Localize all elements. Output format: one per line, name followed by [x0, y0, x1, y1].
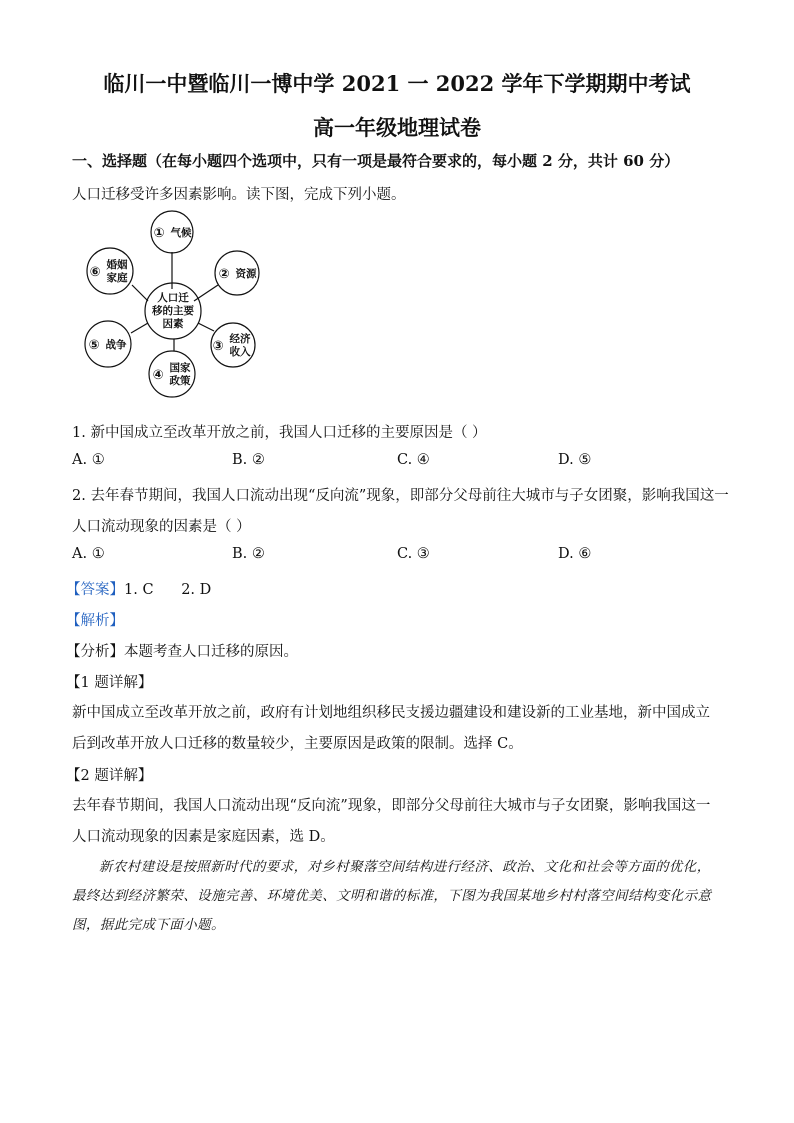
q1-option-a: A. ①: [72, 452, 105, 468]
analysis-summary: 【分析】本题考查人口迁移的原因。: [66, 644, 298, 660]
section-intro: 人口迁移受许多因素影响。读下图，完成下列小题。: [72, 187, 406, 203]
detail-2-text: 去年春节期间，我国人口流动出现“反向流”现象，即部分父母前往大城市与子女团聚，影响我国这一人口流动现象的因素是家庭因素，选 D。: [72, 798, 711, 845]
detail-1-text: 新中国成立至改革开放之前，政府有计划地组织移民支援边疆建设和建设新的工业基地，新中国成立后到改革开放人口迁移的数量较少，主要原因是政策的限制。选择 C。: [72, 705, 710, 752]
q2-option-d: D. ⑥: [558, 546, 592, 562]
connector-line: [132, 285, 148, 301]
migration-factors-diagram: [72, 205, 282, 405]
q2-option-b: B. ②: [232, 546, 265, 562]
answer-label: 【答案】: [66, 582, 124, 598]
next-passage: 新农村建设是按照新时代的要求，对乡村聚落空间结构进行经济、政治、文化和社会等方面的优化，最终达到经济繁荣、设施完善、环境优美、文明和谐的标准，下图为我国某地乡村村落空间结构变化示意图，据此完成下面小题。: [72, 859, 712, 933]
answer-value: 1. C 2. D: [124, 582, 212, 598]
node-label: 气候: [170, 227, 192, 239]
node-number: ⑥: [89, 265, 101, 280]
node-label: 收入: [229, 346, 251, 358]
question-2-stem-line1: 2. 去年春节期间，我国人口流动出现“反向流”现象，即部分父母前往大城市与子女团聚，影响我国这一: [72, 488, 729, 504]
q2-option-a: A. ①: [72, 546, 105, 562]
answer-line: [66, 578, 211, 599]
node-number: ③: [212, 339, 224, 354]
exam-title: 临川一中暨临川一博中学 2021 一 2022 学年下学期期中考试: [103, 71, 691, 96]
node-number: ①: [153, 226, 165, 241]
analysis-label: 【解析】: [66, 613, 124, 629]
node-label: 家庭: [106, 272, 128, 284]
node-label: 资源: [235, 268, 257, 280]
node-label: 战争: [105, 339, 127, 351]
detail-2-label: 【2 题详解】: [66, 768, 153, 784]
node-number: ⑤: [88, 338, 100, 353]
q1-option-c: C. ④: [397, 452, 430, 468]
q1-option-b: B. ②: [232, 452, 265, 468]
detail-1-label: 【1 题详解】: [66, 675, 153, 691]
node-number: ④: [152, 368, 164, 383]
node-label: 婚姻: [106, 259, 128, 271]
q2-option-c: C. ③: [397, 546, 430, 562]
center-label-line: 移的主要: [152, 305, 194, 317]
center-label-line: 人口迁: [157, 292, 189, 304]
node-number: ②: [218, 267, 230, 282]
question-1-stem: 1. 新中国成立至改革开放之前，我国人口迁移的主要原因是（ ）: [72, 425, 487, 441]
node-label: 经济: [229, 333, 251, 345]
node-label: 国家: [169, 362, 191, 374]
node-label: 政策: [169, 375, 191, 387]
exam-subtitle: 高一年级地理试卷: [313, 115, 481, 140]
section-heading: 一、选择题（在每小题四个选项中，只有一项是最符合要求的，每小题 2 分，共计 60 分）: [72, 152, 680, 170]
connector-line: [131, 323, 148, 333]
center-label-line: 因素: [162, 318, 184, 330]
question-2-stem-line2: 人口流动现象的因素是（ ）: [72, 519, 251, 535]
q1-option-d: D. ⑤: [558, 452, 592, 468]
connector-line: [198, 323, 214, 331]
